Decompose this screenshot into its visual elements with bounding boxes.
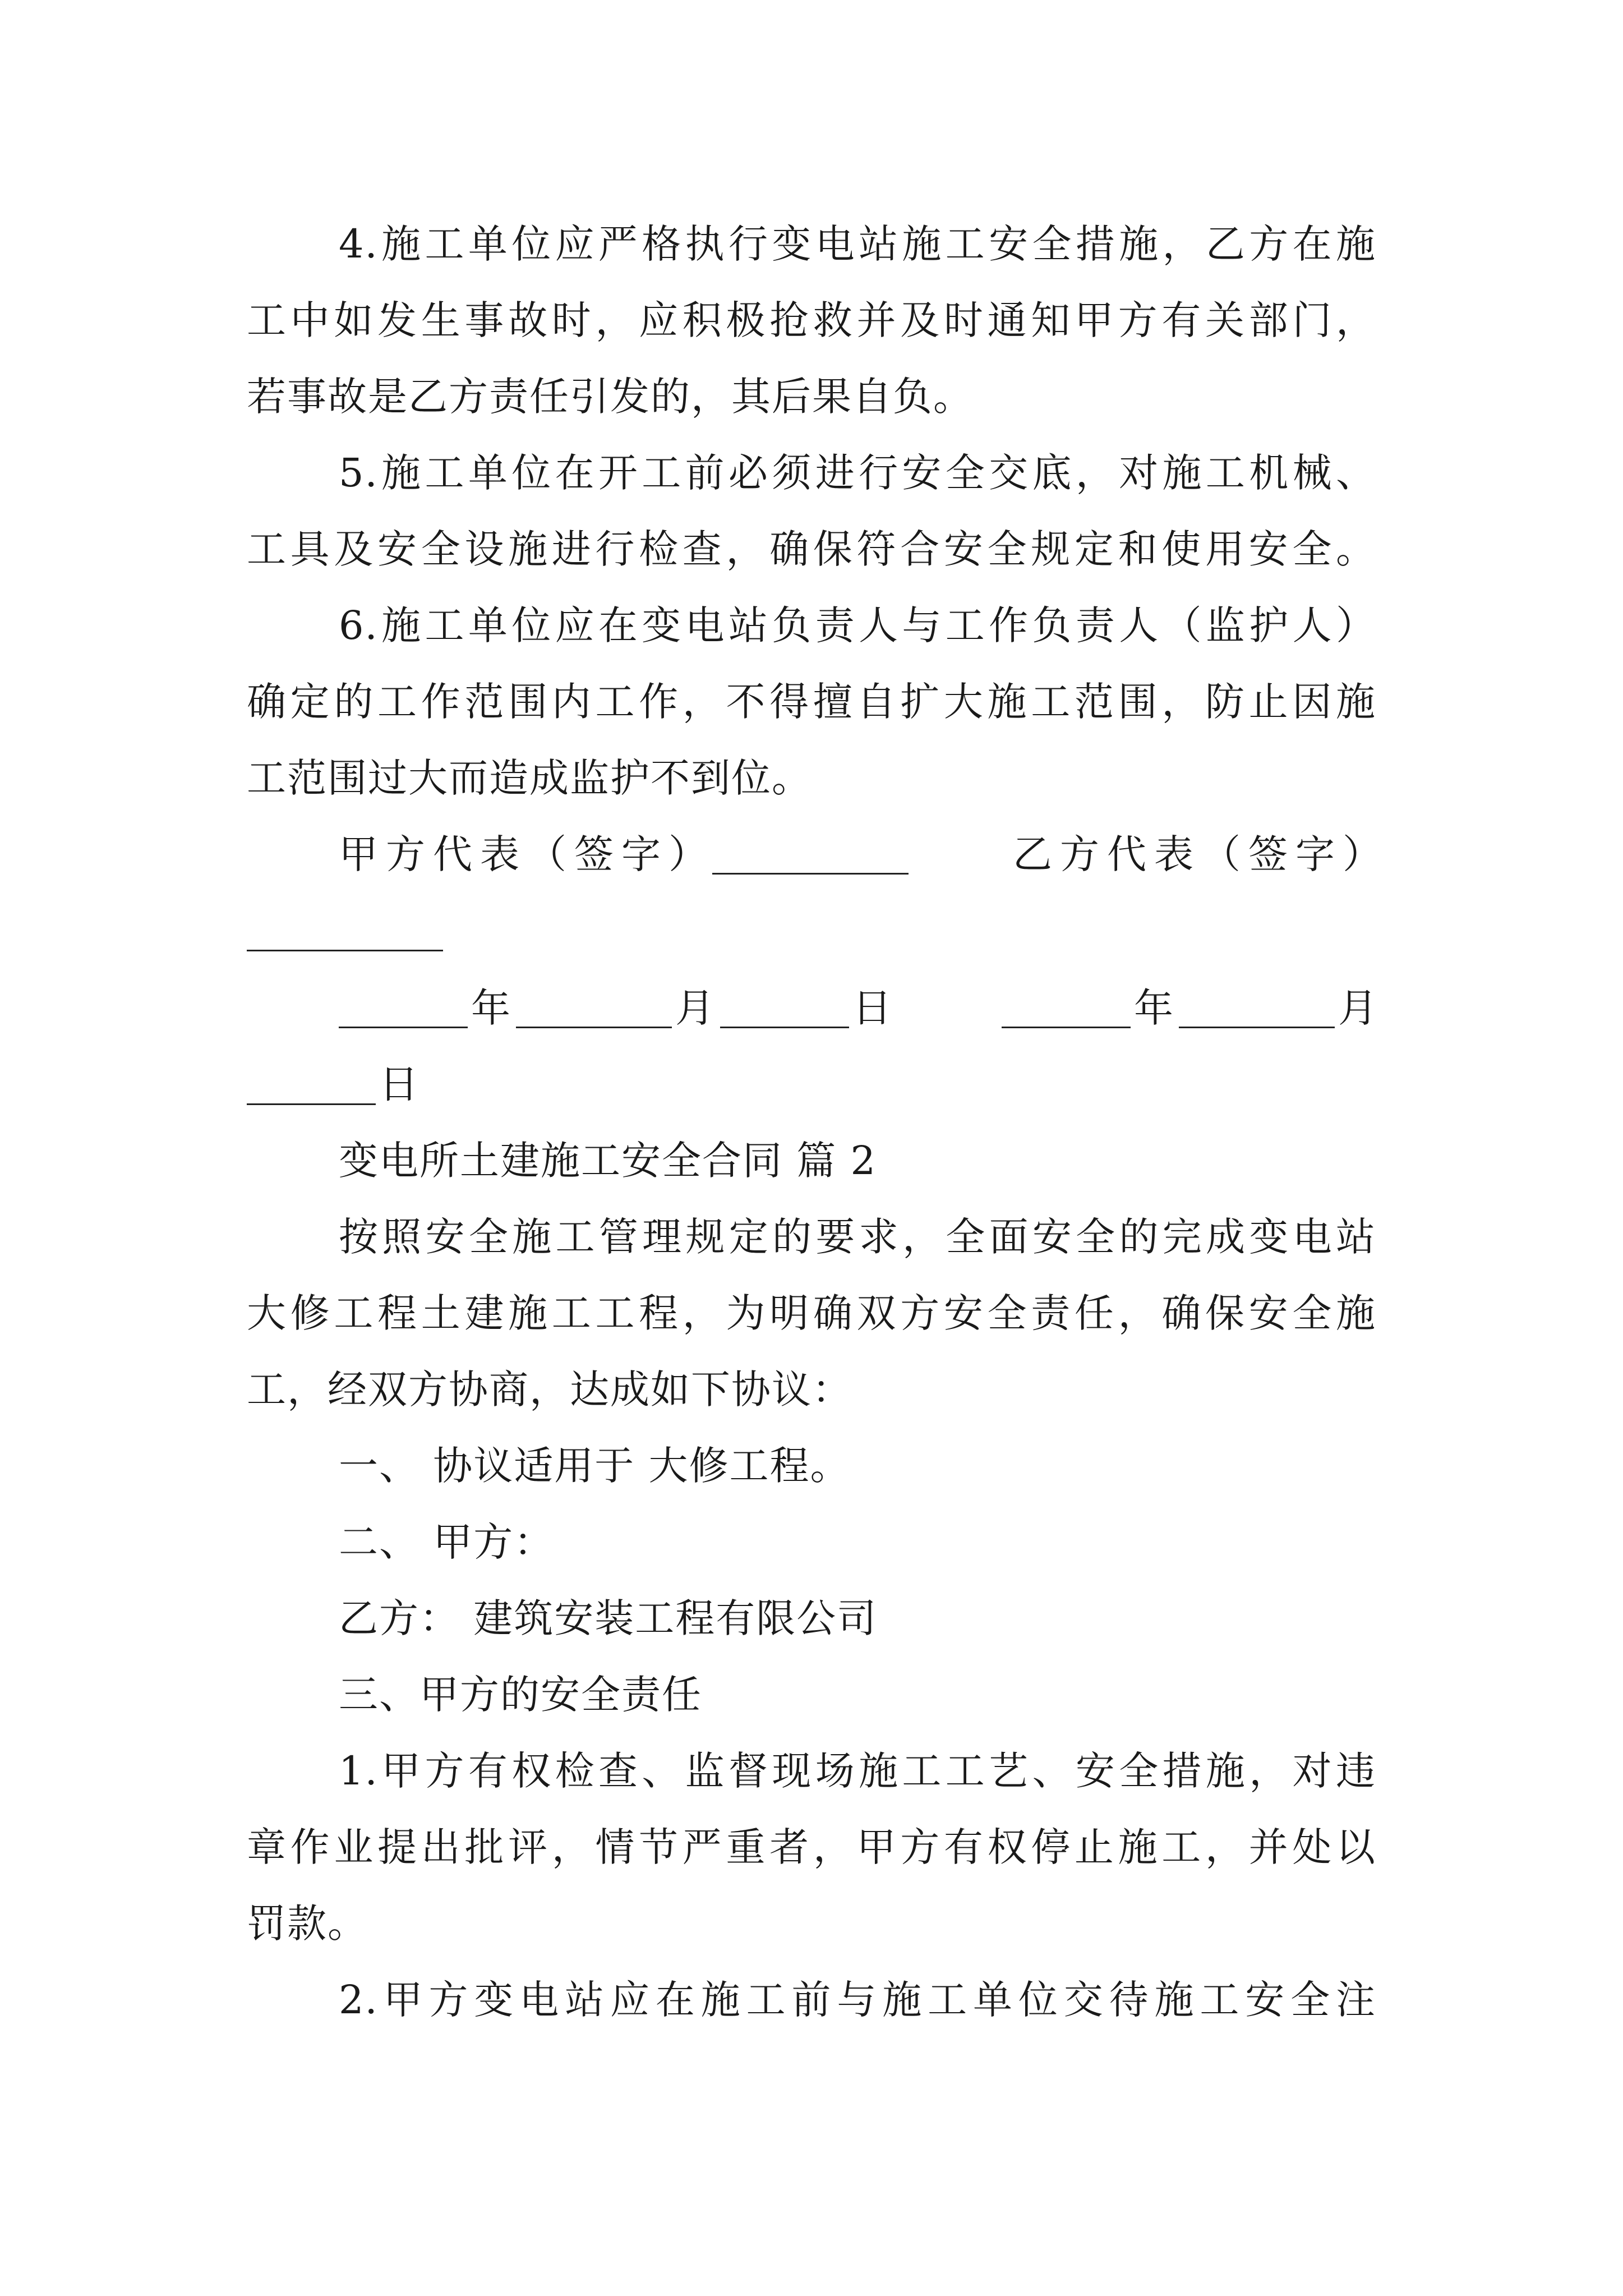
party-b-month-blank (1179, 1027, 1335, 1028)
clause-6-line-2: 确定的工作范围内工作，不得擅自扩大施工范围，防止因施 (247, 679, 1376, 725)
party-b-signature-blank (247, 950, 443, 951)
section-2-heading: 变电所土建施工安全合同 篇 2 (339, 1138, 877, 1184)
article-1: 一、 协议适用于 大修工程。 (339, 1443, 851, 1489)
section-2-intro-line-3: 工，经双方协商，达成如下协议： (247, 1366, 852, 1412)
clause-4-line-2: 工中如发生事故时，应积极抢救并及时通知甲方有关部门， (247, 297, 1376, 343)
party-a-month-blank (516, 1027, 672, 1028)
party-a-day-blank (720, 1027, 849, 1028)
party-b-year-label: 年 (1134, 985, 1174, 1031)
article-2-party-a: 二、 甲方： (339, 1519, 555, 1565)
party-b-signature-label: 乙方代表（签字） (1013, 831, 1390, 877)
party-a-day-label: 日 (852, 985, 893, 1031)
article-3-item-1-line-2: 章作业提出批评，情节严重者，甲方有权停止施工，并处以 (247, 1824, 1376, 1870)
clause-5-line-2: 工具及安全设施进行检查，确保符合安全规定和使用安全。 (247, 526, 1376, 572)
article-3-heading: 三、甲方的安全责任 (339, 1672, 702, 1718)
article-3-item-2-line-1: 2.甲方变电站应在施工前与施工单位交待施工安全注 (339, 1977, 1376, 2023)
clause-6-line-1: 6.施工单位应在变电站负责人与工作负责人（监护人） (339, 602, 1376, 648)
party-b-day-label: 日 (379, 1061, 419, 1107)
party-b-year-blank (1002, 1027, 1131, 1028)
party-a-year-label: 年 (471, 985, 511, 1031)
party-a-year-blank (339, 1027, 468, 1028)
article-3-item-1-line-1: 1.甲方有权检查、监督现场施工工艺、安全措施，对违 (339, 1748, 1376, 1794)
party-a-signature-blank (712, 873, 909, 875)
party-a-month-label: 月 (675, 985, 716, 1031)
clause-6-line-3: 工范围过大而造成监护不到位。 (247, 755, 812, 801)
article-2-party-b: 乙方： 建筑安装工程有限公司 (339, 1595, 878, 1641)
party-a-signature-label: 甲方代表（签字） (339, 831, 716, 877)
party-b-day-blank (247, 1103, 376, 1105)
party-b-month-label: 月 (1338, 985, 1378, 1031)
clause-4-line-3: 若事故是乙方责任引发的，其后果自负。 (247, 374, 974, 420)
section-2-intro-line-2: 大修工程土建施工工程，为明确双方安全责任，确保安全施 (247, 1290, 1376, 1336)
section-2-intro-line-1: 按照安全施工管理规定的要求，全面安全的完成变电站 (339, 1214, 1376, 1260)
clause-4-line-1: 4.施工单位应严格执行变电站施工安全措施，乙方在施 (339, 221, 1376, 267)
clause-5-line-1: 5.施工单位在开工前必须进行安全交底，对施工机械、 (339, 450, 1376, 496)
article-3-item-1-line-3: 罚款。 (247, 1901, 368, 1947)
